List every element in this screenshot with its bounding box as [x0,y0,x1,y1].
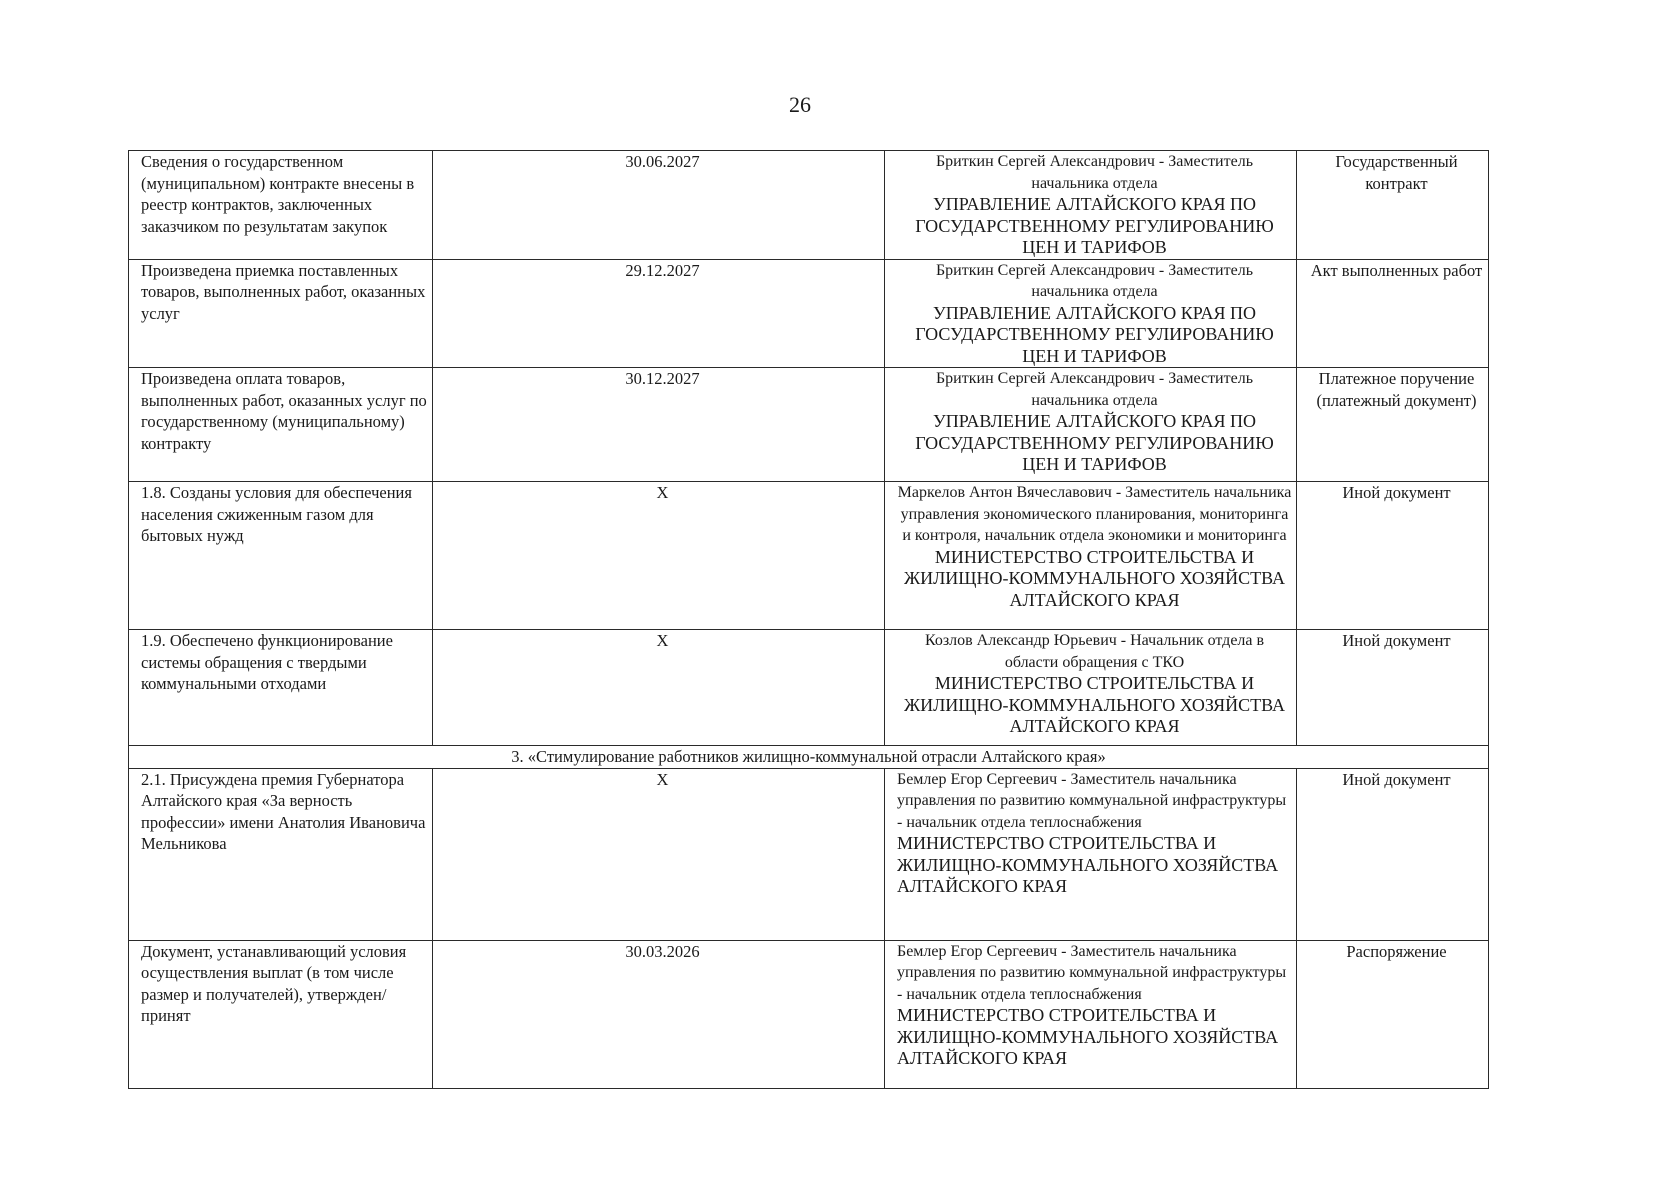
document-type-cell: Иной документ [1297,768,1489,940]
event-cell: 1.9. Обеспечено функционирование системы обращения с твердыми коммунальными отходами [129,630,433,746]
date-cell: 30.06.2027 [433,151,885,260]
table-row [129,482,1489,630]
responsible-cell [885,259,1297,368]
date-cell: X [433,768,885,940]
event-cell: Сведения о государственном (муниципальном) контракте внесены в реестр контрактов, заключенных заказчиком по результатам закупок [129,151,433,260]
table-row [129,368,1489,482]
document-type-cell: Государственный контракт [1297,151,1489,260]
responsible-cell [885,940,1297,1088]
date-cell: 30.03.2026 [433,940,885,1088]
table-row [129,151,1489,260]
responsible-person: Бриткин Сергей Александрович - Заместитель начальника отдела [935,370,1253,409]
responsible-organization: МИНИСТЕРСТВО СТРОИТЕЛЬСТВА И ЖИЛИЩНО-КОММУНАЛЬНОГО ХОЗЯЙСТВА АЛТАЙСКОГО КРАЯ [903,673,1286,736]
responsible-cell [885,151,1297,260]
responsible-person: Маркелов Антон Вячеславович - Заместитель начальника управления экономического планирования, мониторинга и контроля, начальник отдела экономики и мониторинга [897,484,1292,544]
responsible-person: Козлов Александр Юрьевич - Начальник отдела в области обращения с ТКО [924,632,1265,671]
responsible-cell [885,768,1297,940]
section-title: 3. «Стимулирование работников жилищно-коммунальной отрасли Алтайского края» [129,746,1489,769]
table-row [129,259,1489,368]
section-header-row [129,746,1489,769]
responsible-cell [885,368,1297,482]
table-row [129,768,1489,940]
document-type-cell: Платежное поручение (платежный документ) [1297,368,1489,482]
responsible-person: Бемлер Егор Сергеевич - Заместитель начальника управления по развитию коммунальной инфраструктуры - начальник отдела теплоснабжения [897,942,1287,1003]
date-cell: 30.12.2027 [433,368,885,482]
responsible-organization: МИНИСТЕРСТВО СТРОИТЕЛЬСТВА И ЖИЛИЩНО-КОММУНАЛЬНОГО ХОЗЯЙСТВА АЛТАЙСКОГО КРАЯ [897,833,1279,896]
document-type-cell: Акт выполненных работ [1297,259,1489,368]
responsible-organization: МИНИСТЕРСТВО СТРОИТЕЛЬСТВА И ЖИЛИЩНО-КОММУНАЛЬНОГО ХОЗЯЙСТВА АЛТАЙСКОГО КРАЯ [897,1005,1279,1068]
responsible-organization: УПРАВЛЕНИЕ АЛТАЙСКОГО КРАЯ ПО ГОСУДАРСТВЕННОМУ РЕГУЛИРОВАНИЮ ЦЕН И ТАРИФОВ [915,302,1274,366]
responsible-person: Бемлер Егор Сергеевич - Заместитель начальника управления по развитию коммунальной инфраструктуры - начальник отдела теплоснабжения [897,770,1287,831]
schedule-table [128,150,1489,1089]
date-cell: 29.12.2027 [433,259,885,368]
event-cell: 1.8. Созданы условия для обеспечения населения сжиженным газом для бытовых нужд [129,482,433,630]
date-cell: X [433,630,885,746]
responsible-organization: МИНИСТЕРСТВО СТРОИТЕЛЬСТВА И ЖИЛИЩНО-КОММУНАЛЬНОГО ХОЗЯЙСТВА АЛТАЙСКОГО КРАЯ [903,546,1286,610]
document-type-cell: Распоряжение [1297,940,1489,1088]
responsible-cell [885,630,1297,746]
table-row [129,630,1489,746]
event-cell: Произведена приемка поставленных товаров, выполненных работ, оказанных услуг [129,259,433,368]
page-number: 26 [789,92,811,117]
table-row [129,940,1489,1088]
document-type-cell: Иной документ [1297,630,1489,746]
event-cell: Произведена оплата товаров, выполненных работ, оказанных услуг по государственному (муниципальному) контракту [129,368,433,482]
responsible-person: Бриткин Сергей Александрович - Заместитель начальника отдела [935,261,1253,300]
date-cell: X [433,482,885,630]
responsible-organization: УПРАВЛЕНИЕ АЛТАЙСКОГО КРАЯ ПО ГОСУДАРСТВЕННОМУ РЕГУЛИРОВАНИЮ ЦЕН И ТАРИФОВ [915,194,1274,257]
responsible-cell [885,482,1297,630]
responsible-person: Бриткин Сергей Александрович - Заместитель начальника отдела [935,153,1253,192]
document-type-cell: Иной документ [1297,482,1489,630]
event-cell: 2.1. Присуждена премия Губернатора Алтайского края «За верность профессии» имени Анатолия Ивановича Мельникова [129,768,433,940]
responsible-organization: УПРАВЛЕНИЕ АЛТАЙСКОГО КРАЯ ПО ГОСУДАРСТВЕННОМУ РЕГУЛИРОВАНИЮ ЦЕН И ТАРИФОВ [915,411,1274,474]
event-cell: Документ, устанавливающий условия осуществления выплат (в том числе размер и получателей), утвержден/принят [129,940,433,1088]
